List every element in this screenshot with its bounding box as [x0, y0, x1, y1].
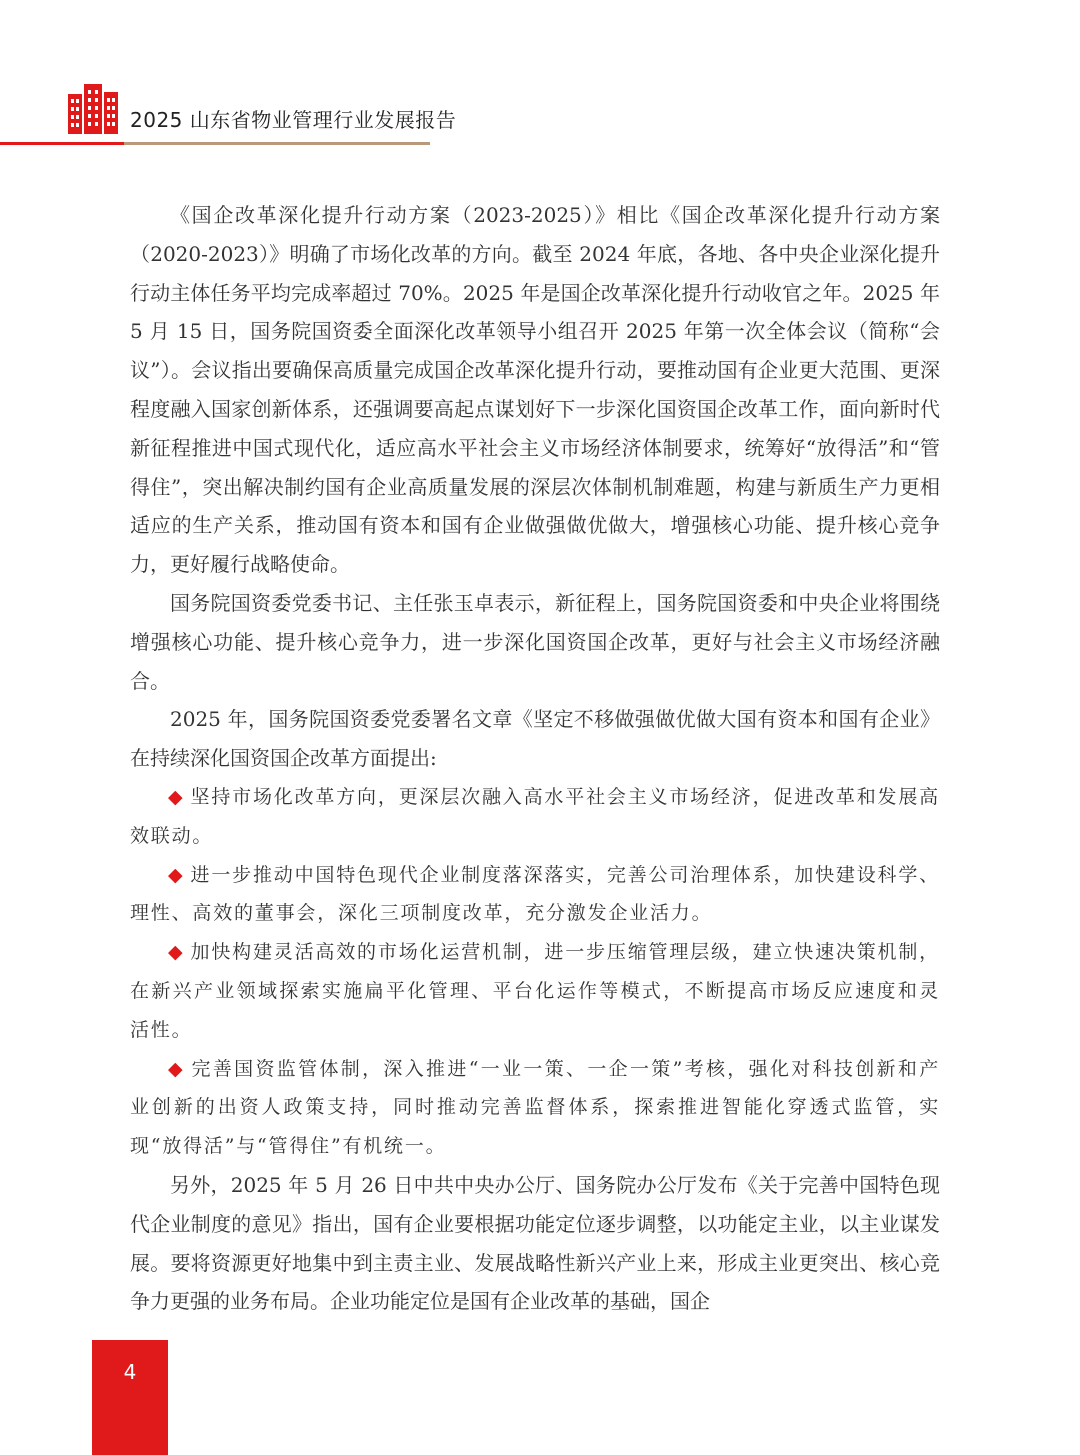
bullet-text: 加快构建灵活高效的市场化运营机制，进一步压缩管理层级，建立快速决策机制，在新兴产业领域探索实施扁平化管理、平台化运作等模式，不断提高市场反应速度和灵活性。 [130, 941, 940, 1041]
bullet-item [130, 933, 940, 1049]
bullet-item [130, 856, 940, 934]
page-number: 4 [123, 1360, 137, 1384]
diamond-icon: ◆ [168, 941, 183, 964]
header-divider-red [0, 142, 124, 145]
page-number-tab [92, 1340, 168, 1455]
header-divider-tan [124, 142, 430, 145]
paragraph: 另外，2025 年 5 月 26 日中共中央办公厅、国务院办公厅发布《关于完善中国特色现代企业制度的意见》指出，国有企业要根据功能定位逐步调整，以功能定主业，以主业谋发展。要将资源更好地集中到主责主业、发展战略性新兴产业上来，形成主业更突出、核心竞争力更强的业务布局。企业功能定位是国有企业改革的基础，国企 [130, 1172, 940, 1314]
diamond-icon: ◆ [168, 1057, 184, 1080]
bullet-item [130, 1050, 940, 1166]
buildings-icon [66, 84, 120, 134]
bullet-text: 完善国资监管体制，深入推进“一业一策、一企一策”考核，强化对科技创新和产业创新的出资人政策支持，同时推动完善监督体系，探索推进智能化穿透式监管，实现“放得活”与“管得住”有机统一。 [130, 1057, 940, 1158]
diamond-icon: ◆ [168, 785, 183, 808]
diamond-icon: ◆ [168, 863, 183, 886]
body-text [130, 196, 940, 1321]
bullet-text: 坚持市场化改革方向，更深层次融入高水平社会主义市场经济，促进改革和发展高效联动。 [130, 785, 940, 847]
report-title: 2025 山东省物业管理行业发展报告 [130, 108, 457, 132]
bullet-text: 进一步推动中国特色现代企业制度落深落实，完善公司治理体系，加快建设科学、理性、高效的董事会，深化三项制度改革，充分激发企业活力。 [130, 863, 940, 925]
paragraph: 2025 年，国务院国资委党委署名文章《坚定不移做强做优做大国有资本和国有企业》在持续深化国资国企改革方面提出: [130, 707, 940, 771]
paragraph: 《国企改革深化提升行动方案（2023-2025）》相比《国企改革深化提升行动方案（2020-2023）》明确了市场化改革的方向。截至 2024 年底，各地、各中央企业深化提升行动主体任务平均完成率超过 70%。2025 年是国企改革深化提升行动收官之年。2025 年 5 月 15 日，国务院国资委全面深化改革领导小组召开 2025 年第一次全体会议（简称“会议”）。会议指出要确保高质量完成国企改革深化提升行动，要推动国有企业更大范围、更深程度融入国家创新体系，还强调要高起点谋划好下一步深化国资国企改革工作，面向新时代新征程推进中国式现代化，适应高水平社会主义市场经济体制要求，统筹好“放得活”和“管得住”，突出解决制约国有企业高质量发展的深层次体制机制难题，构建与新质生产力更相适应的生产关系，推动国有资本和国有企业做强做优做大，增强核心功能、提升核心竞争力，更好履行战略使命。 [130, 203, 940, 577]
bullet-item [130, 778, 940, 856]
paragraph: 国务院国资委党委书记、主任张玉卓表示，新征程上，国务院国资委和中央企业将围绕增强核心功能、提升核心竞争力，进一步深化国资国企改革，更好与社会主义市场经济融合。 [130, 590, 940, 693]
page-header [0, 0, 1080, 160]
